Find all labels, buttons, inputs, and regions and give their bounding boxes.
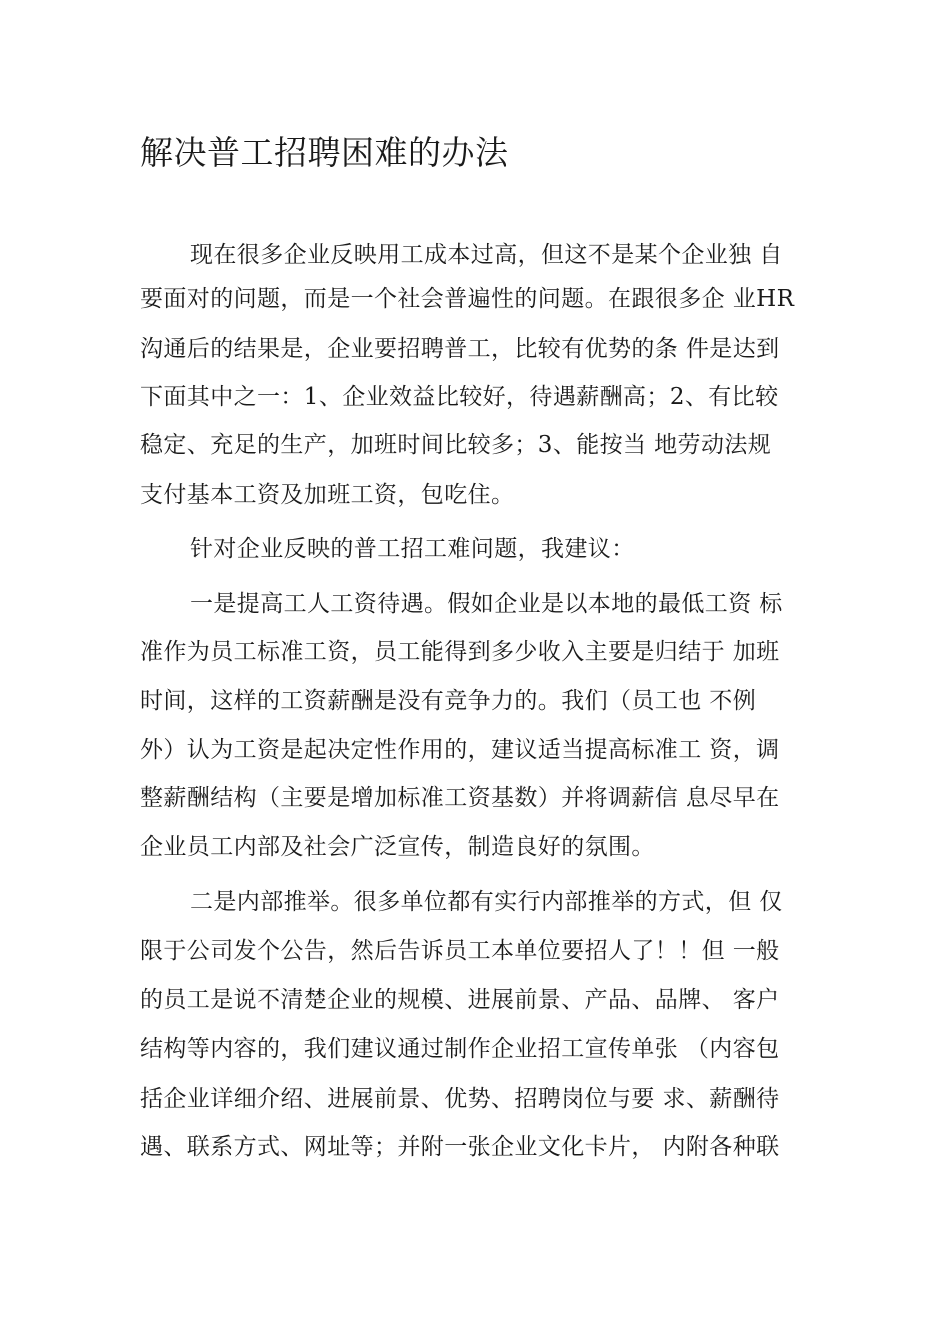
paragraph-1-line-4: 下面其中之一：1、企业效益比较好，待遇薪酬高；2、有比较	[140, 384, 779, 410]
paragraph-1-line-6: 支付基本工资及加班工资，包吃住。	[140, 482, 515, 508]
paragraph-1-line-3: 沟通后的结果是，企业要招聘普工，比较有优势的条 件是达到	[140, 336, 780, 362]
paragraph-3-line-3: 时间，这样的工资薪酬是没有竞争力的。我们（员工也 不例	[140, 688, 757, 714]
paragraph-3-line-4: 外）认为工资是起决定性作用的，建议适当提高标准工 资，调	[140, 737, 780, 763]
paragraph-4-line-4: 结构等内容的，我们建议通过制作企业招工宣传单张 （内容包	[140, 1036, 780, 1062]
paragraph-4-line-6: 遇、联系方式、网址等；并附一张企业文化卡片， 内附各种联	[140, 1134, 780, 1160]
paragraph-3-line-6: 企业员工内部及社会广泛宣传，制造良好的氛围。	[140, 834, 655, 860]
paragraph-3-line-2: 准作为员工标准工资，员工能得到多少收入主要是归结于 加班	[140, 639, 780, 665]
paragraph-2-line-1: 针对企业反映的普工招工难问题，我建议：	[190, 536, 635, 562]
paragraph-1-line-5: 稳定、充足的生产，加班时间比较多；3、能按当 地劳动法规	[140, 432, 772, 458]
paragraph-4-line-5: 括企业详细介绍、进展前景、优势、招聘岗位与要 求、薪酬待	[140, 1086, 780, 1112]
paragraph-4-line-3: 的员工是说不清楚企业的规模、进展前景、产品、品牌、 客户	[140, 987, 780, 1013]
paragraph-3-line-1: 一是提高工人工资待遇。假如企业是以本地的最低工资 标	[190, 591, 783, 617]
paragraph-4-line-1: 二是内部推举。很多单位都有实行内部推举的方式，但 仅	[190, 889, 783, 915]
document-title: 解决普工招聘困难的办法	[140, 133, 509, 172]
paragraph-1-line-1: 现在很多企业反映用工成本过高，但这不是某个企业独 自	[190, 242, 783, 268]
paragraph-3-line-5: 整薪酬结构（主要是增加标准工资基数）并将调薪信 息尽早在	[140, 785, 780, 811]
paragraph-4-line-2: 限于公司发个公告，然后告诉员工本单位要招人了！！但 一般	[140, 938, 780, 964]
paragraph-1-line-2: 要面对的问题，而是一个社会普遍性的问题。在跟很多企 业HR	[140, 286, 795, 312]
